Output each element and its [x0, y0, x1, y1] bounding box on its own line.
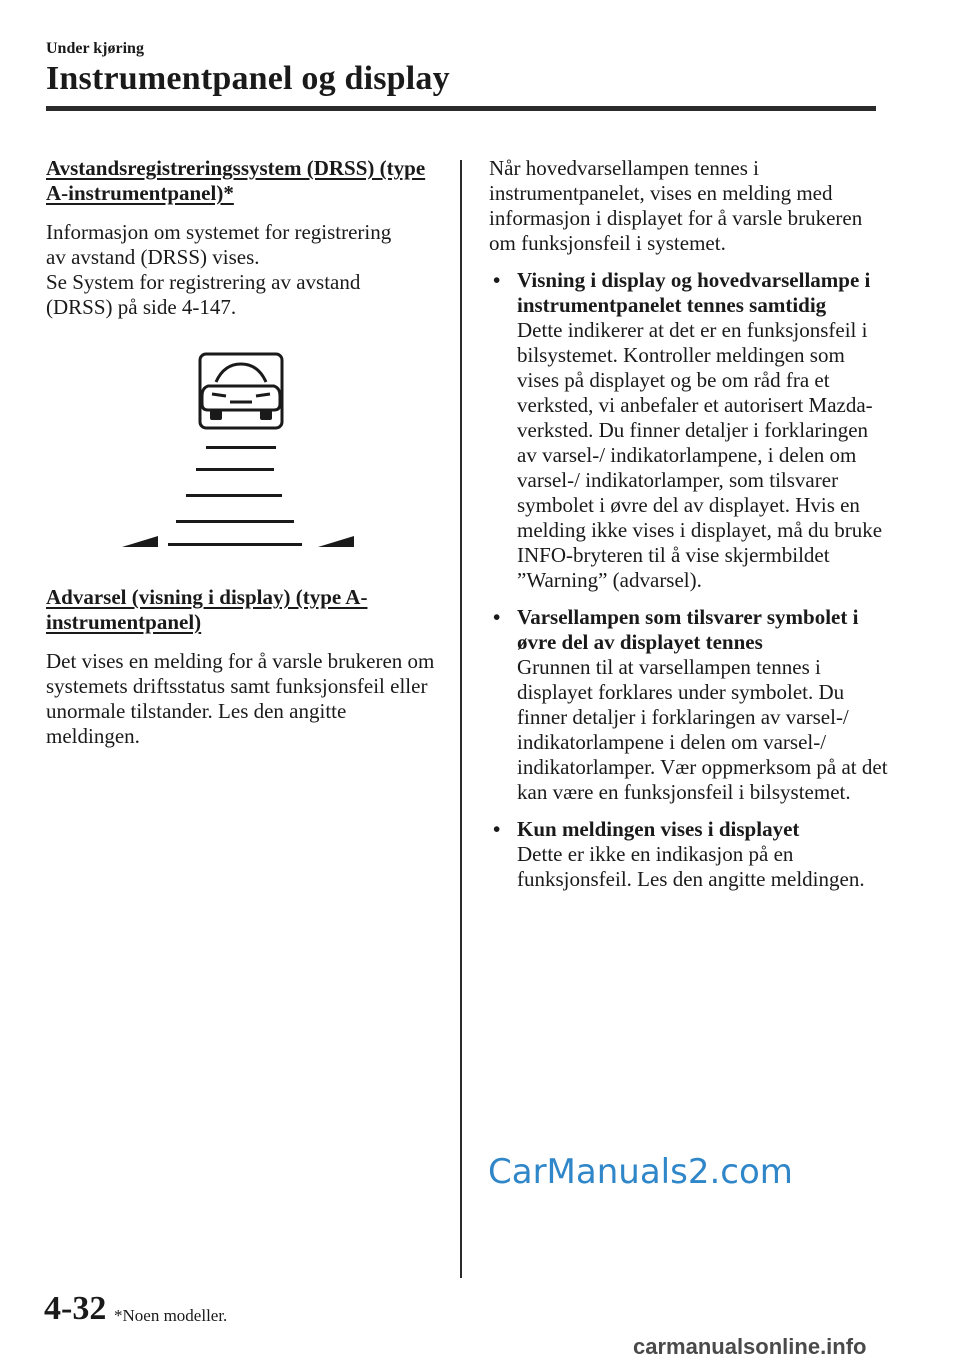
right-sensor-arrow-icon [318, 536, 354, 547]
distance-bar-4 [176, 520, 294, 523]
distance-bar-1 [206, 446, 276, 449]
drss-distance-graphic [46, 342, 441, 557]
warning-heading: Advarsel (visning i display) (type A-instrumentpanel) [46, 585, 368, 634]
drss-heading: Avstandsregistreringssystem (DRSS) (type A-instrumentpanel)* [46, 156, 426, 205]
right-column [489, 156, 889, 892]
drss-info-line-4: (DRSS) på side 4-147. [46, 295, 237, 319]
drss-info-line-2: av avstand (DRSS) vises. [46, 245, 260, 269]
column-divider [460, 160, 462, 1278]
bullet-text-1: Dette indikerer at det er en funksjonsfeil i bilsystemet. Kontroller meldingen som vises på displayet og be om råd fra et verksted, vi anbefaler et autorisert Mazda-verksted. Du finner detaljer i forklaringen av varsel-/ indikatorlampene, i delen om varsel-/ indikatorlamper, som tilsvarer symbolet i øvre del av displayet. Hvis en melding ikke vises i displayet, må du bruke INFO-bryteren til å vise skjermbildet ”Warning” (advarsel). [517, 318, 883, 592]
bullet-icon: • [493, 268, 501, 292]
bullet-icon: • [493, 605, 501, 629]
title-divider [46, 106, 876, 111]
intro-paragraph: Når hovedvarsellampen tennes i instrumentpanelet, vises en melding med informasjon i displayet for å varsle brukeren om funksjonsfeil i systemet. [489, 156, 863, 255]
bullet-title-2: Varsellampen som tilsvarer symbolet i øvre del av displayet tennes [517, 605, 859, 654]
bullet-title-1: Visning i display og hovedvarsellampe i instrumentpanelet tennes samtidig [517, 268, 871, 317]
page-title: Instrumentpanel og display [46, 60, 450, 97]
bullet-item-3 [489, 817, 889, 892]
site-logo: carmanualsonline.info [633, 1334, 867, 1359]
drss-info-line-1: Informasjon om systemet for registrering [46, 220, 392, 244]
left-sensor-arrow-icon [122, 536, 158, 547]
car-front-icon [200, 354, 282, 428]
distance-bar-3 [186, 494, 282, 497]
watermark-logo: CarManuals2.com [488, 1152, 793, 1192]
distance-bar-2 [196, 468, 274, 471]
bullet-text-3: Dette er ikke en indikasjon på en funksjonsfeil. Les den angitte meldingen. [517, 842, 865, 891]
bullet-item-1 [489, 268, 889, 593]
bullet-text-2: Grunnen til at varsellampen tennes i displayet forklares under symbolet. Du finner detaljer i forklaringen av varsel-/ indikatorlampene i delen om varsel-/ indikatorlamper. Vær oppmerksom på at det kan være en funksjonsfeil i bilsystemet. [517, 655, 888, 804]
bullet-title-3: Kun meldingen vises i displayet [517, 817, 800, 841]
drss-info-line-3: Se System for registrering av avstand [46, 270, 361, 294]
bullet-icon: • [493, 817, 501, 841]
page-number: 4-32 [44, 1290, 107, 1327]
drss-figure [46, 342, 441, 557]
left-column [46, 156, 441, 749]
warning-paragraph: Det vises en melding for å varsle brukeren om systemets driftsstatus samt funksjonsfeil eller unormale tilstander. Les den angitte meldingen. [46, 649, 435, 748]
section-label: Under kjøring [46, 40, 144, 57]
distance-bar-5 [168, 543, 302, 546]
bullet-item-2 [489, 605, 889, 805]
distance-bars [168, 446, 302, 546]
footnote: *Noen modeller. [114, 1306, 228, 1325]
